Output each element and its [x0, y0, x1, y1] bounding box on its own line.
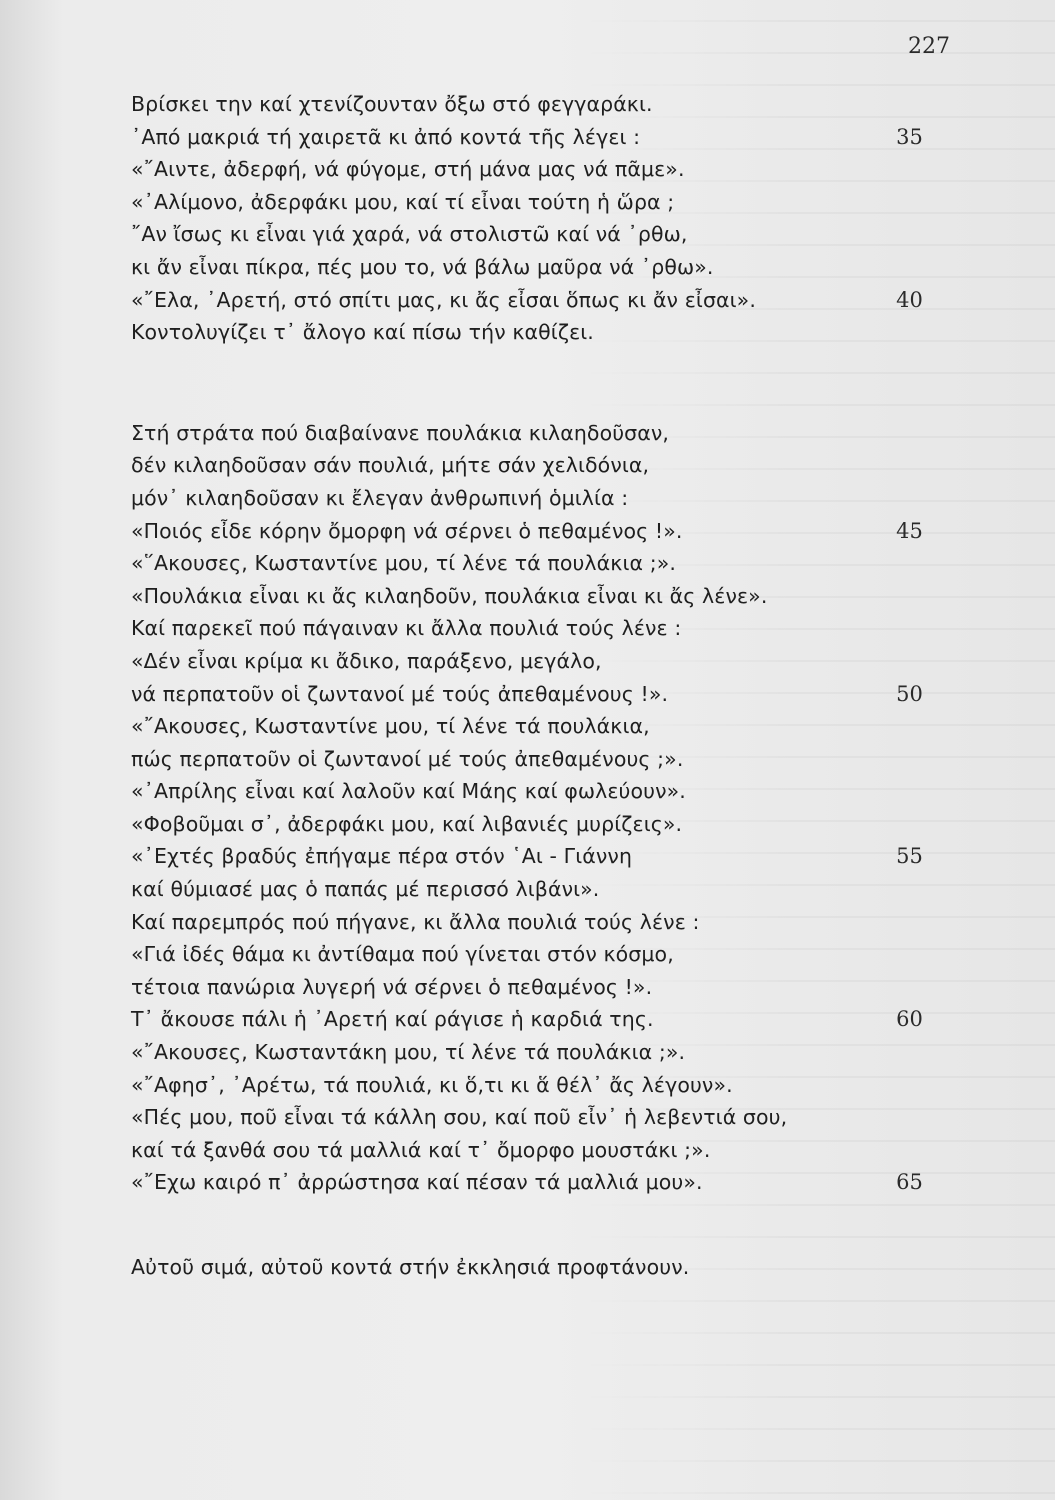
verse-line: πώς περπατοῦν οἱ ζωντανοί μέ τούς ἀπεθαμένους ;».	[131, 746, 684, 771]
verse-line: «῎Αιντε, ἀδερφή, νά φύγομε, στή μάνα μας νά πᾶμε».	[131, 157, 685, 182]
line-number: 45	[896, 518, 923, 543]
verse-line: «᾽Εχτές βραδύς ἐπήγαμε πέρα στόν ῾Αι - Γιάννη 55	[131, 840, 961, 873]
verse-line: «῎Ακουσες, Κωσταντάκη μου, τί λένε τά πουλάκια ;».	[131, 1040, 686, 1065]
verse-line: «Πές μου, ποῦ εἶναι τά κάλλη σου, καί ποῦ εἶν᾽ ἡ λεβεντιά σου,	[131, 1105, 788, 1130]
verse-line: «῞Ακουσες, Κωσταντίνε μου, τί λένε τά πουλάκια ;».	[131, 551, 676, 576]
verse-line: «῎Αφησ᾽, ᾽Αρέτω, τά πουλιά, κι ὅ,τι κι ἅ θέλ᾽ ἄς λέγουν».	[131, 1072, 733, 1097]
line-number: 50	[896, 681, 923, 706]
verse-line: «Γιά ἰδές θάμα κι ἀντίθαμα πού γίνεται στόν κόσμο,	[131, 942, 674, 967]
verse-line: καί τά ξανθά σου τά μαλλιά καί τ᾽ ὄμορφο μουστάκι ;».	[131, 1137, 711, 1162]
stanza-break	[131, 1199, 961, 1251]
verse-line: μόν᾽ κιλαηδοῦσαν κι ἔλεγαν ἀνθρωπινή ὁμιλία :	[131, 485, 629, 510]
line-number: 40	[896, 287, 923, 312]
verse-line: Βρίσκει την καί χτενίζουνταν ὄξω στό φεγγαράκι.	[131, 92, 653, 116]
verse-line: Τ᾽ ἄκουσε πάλι ἡ ᾽Αρετή καί ράγισε ἡ καρδιά της. 60	[131, 1003, 961, 1036]
poem-body	[131, 88, 961, 1284]
verse-line: τέτοια πανώρια λυγερή νά σέρνει ὁ πεθαμένος !».	[131, 974, 653, 999]
verse-line: Στή στράτα πού διαβαίνανε πουλάκια κιλαηδοῦσαν,	[131, 420, 670, 445]
verse-line: Καί παρεμπρός πού πήγανε, κι ἄλλα πουλιά τούς λένε :	[131, 909, 700, 934]
verse-line: ῎Αν ἴσως κι εἶναι γιά χαρά, νά στολιστῶ καί νά ᾽ρθω,	[131, 222, 688, 247]
verse-line: «Πουλάκια εἶναι κι ἄς κιλαηδοῦν, πουλάκια εἶναι κι ἄς λένε».	[131, 583, 768, 608]
verse-line: Καί παρεκεῖ πού πάγαιναν κι ἄλλα πουλιά τούς λένε :	[131, 616, 682, 641]
verse-line: «᾽Αλίμονο, ἀδερφάκι μου, καί τί εἶναι τούτη ἡ ὥρα ;	[131, 189, 675, 214]
verse-line: Αὐτοῦ σιμά, αὐτοῦ κοντά στήν ἐκκλησιά προφτάνουν.	[131, 1255, 690, 1279]
line-number: 55	[896, 844, 923, 869]
verse-line: «᾽Απρίλης εἶναι καί λαλοῦν καί Μάης καί φωλεύουν».	[131, 779, 686, 804]
verse-line: νά περπατοῦν οἱ ζωντανοί μέ τούς ἀπεθαμένους !». 50	[131, 678, 961, 711]
line-number: 65	[896, 1170, 923, 1195]
verse-line: «῎Ακουσες, Κωσταντίνε μου, τί λένε τά πουλάκια,	[131, 714, 650, 739]
stanza	[131, 1251, 961, 1284]
page-number: 227	[908, 34, 950, 59]
verse-line: δέν κιλαηδοῦσαν σάν πουλιά, μήτε σάν χελιδόνια,	[131, 453, 650, 478]
line-number: 60	[896, 1007, 923, 1032]
verse-line: «Δέν εἶναι κρίμα κι ἄδικο, παράξενο, μεγάλο,	[131, 648, 602, 673]
stanza	[131, 88, 961, 349]
line-number: 35	[896, 124, 923, 149]
verse-line: «῎Ελα, ᾽Αρετή, στό σπίτι μας, κι ἄς εἶσαι ὅπως κι ἄν εἶσαι». 40	[131, 284, 961, 317]
verse-line: «῎Εχω καιρό π᾽ ἀρρώστησα καί πέσαν τά μαλλιά μου». 65	[131, 1166, 961, 1199]
verse-line: «Ποιός εἶδε κόρην ὄμορφη νά σέρνει ὁ πεθαμένος !». 45	[131, 515, 961, 548]
verse-line: «Φοβοῦμαι σ᾽, ἀδερφάκι μου, καί λιβανιές μυρίζεις».	[131, 811, 683, 836]
verse-line: κι ἄν εἶναι πίκρα, πές μου το, νά βάλω μαῦρα νά ᾽ρθω».	[131, 254, 714, 279]
stanza-break	[131, 349, 961, 417]
verse-line: Κοντολυγίζει τ᾽ ἄλογο καί πίσω τήν καθίζει.	[131, 320, 594, 345]
verse-line: καί θύμιασέ μας ὁ παπάς μέ περισσό λιβάνι».	[131, 877, 600, 902]
verse-line: ᾽Από μακριά τή χαιρετᾶ κι ἀπό κοντά τῆς λέγει : 35	[131, 121, 961, 154]
stanza	[131, 417, 961, 1199]
